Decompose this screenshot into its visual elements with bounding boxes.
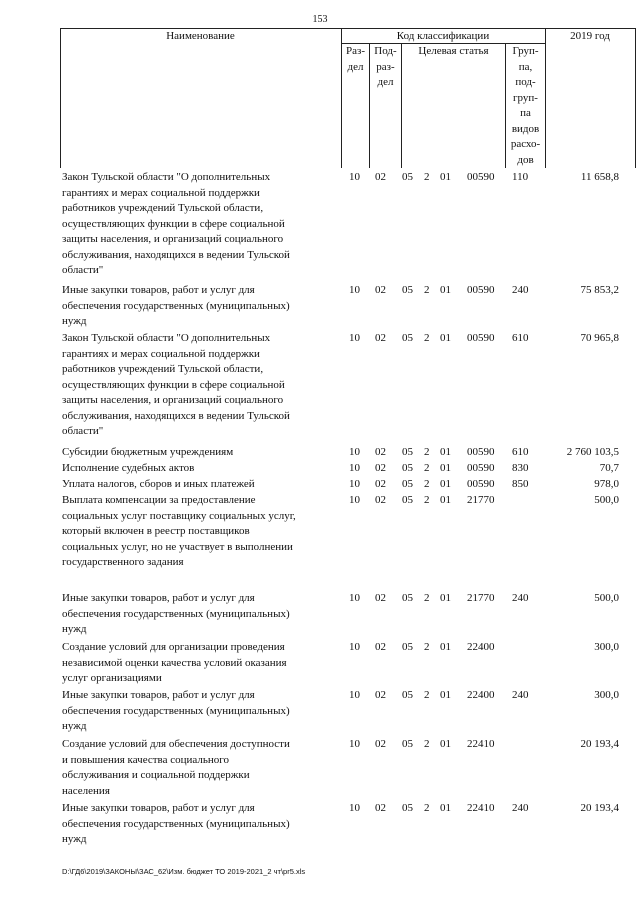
row-razdel: 10 — [349, 462, 360, 474]
row-cs-event: 01 — [440, 284, 451, 296]
row-cs-direction: 00590 — [467, 332, 495, 344]
row-vr: 240 — [512, 592, 529, 604]
row-amount: 70,7 — [599, 462, 619, 474]
row-amount: 75 853,2 — [580, 284, 619, 296]
row-amount: 300,0 — [594, 641, 619, 653]
row-razdel: 10 — [349, 446, 360, 458]
row-cs-event: 01 — [440, 462, 451, 474]
row-name: Иные закупки товаров, работ и услуг для обеспечения государственных (муниципальных) нужд — [62, 802, 290, 845]
row-cs-event: 01 — [440, 332, 451, 344]
row-podrazdel: 02 — [375, 332, 386, 344]
row-vr: 830 — [512, 462, 529, 474]
row-name: Иные закупки товаров, работ и услуг для обеспечения государственных (муниципальных) нужд — [62, 689, 290, 732]
row-cs-direction: 00590 — [467, 171, 495, 183]
row-vr: 240 — [512, 284, 529, 296]
row-cs-program: 05 — [402, 171, 413, 183]
header-year: 2019 год — [570, 30, 610, 42]
row-podrazdel: 02 — [375, 802, 386, 814]
row-razdel: 10 — [349, 478, 360, 490]
row-podrazdel: 02 — [375, 446, 386, 458]
row-cs-direction: 22410 — [467, 802, 495, 814]
row-cs-program: 05 — [402, 494, 413, 506]
row-razdel: 10 — [349, 332, 360, 344]
row-podrazdel: 02 — [375, 171, 386, 183]
row-cs-event: 01 — [440, 802, 451, 814]
row-podrazdel: 02 — [375, 738, 386, 750]
row-cs-direction: 00590 — [467, 446, 495, 458]
row-amount: 20 193,4 — [580, 738, 619, 750]
file-path-footer: D:\ГД6\2019\ЗАКОНЫ\ЗАС_62\Изм. бюджет ТО 2019-2021_2 чт\pr5.xls — [62, 867, 306, 876]
row-vr: 110 — [512, 171, 529, 183]
row-name: Исполнение судебных актов — [62, 462, 195, 474]
row-cs-subprogram: 2 — [424, 592, 430, 604]
row-podrazdel: 02 — [375, 478, 386, 490]
row-cs-program: 05 — [402, 478, 413, 490]
row-vr: 850 — [512, 478, 529, 490]
row-razdel: 10 — [349, 592, 360, 604]
row-podrazdel: 02 — [375, 689, 386, 701]
row-razdel: 10 — [349, 689, 360, 701]
row-cs-direction: 00590 — [467, 462, 495, 474]
row-cs-direction: 21770 — [467, 494, 495, 506]
header-razdel: Раз- дел — [345, 45, 365, 73]
row-name: Создание условий для обеспечения доступности и повышения качества социального обслуживания и социальной поддержки населения — [62, 738, 290, 797]
row-razdel: 10 — [349, 494, 360, 506]
row-amount: 20 193,4 — [580, 802, 619, 814]
row-cs-event: 01 — [440, 494, 451, 506]
row-razdel: 10 — [349, 171, 360, 183]
row-cs-event: 01 — [440, 592, 451, 604]
row-cs-event: 01 — [440, 171, 451, 183]
row-razdel: 10 — [349, 738, 360, 750]
row-cs-direction: 00590 — [467, 478, 495, 490]
row-amount: 300,0 — [594, 689, 619, 701]
row-cs-subprogram: 2 — [424, 462, 430, 474]
row-cs-program: 05 — [402, 284, 413, 296]
row-cs-subprogram: 2 — [424, 641, 430, 653]
row-cs-program: 05 — [402, 332, 413, 344]
row-cs-subprogram: 2 — [424, 478, 430, 490]
row-amount: 70 965,8 — [580, 332, 619, 344]
row-name: Закон Тульской области "О дополнительных гарантиях и мерах социальной поддержки работников учреждений Тульской области, осуществляющих функции в сфере социальной защиты населения, и организаций социального обслуживания, находящихся в ведении Тульской области" — [62, 171, 290, 276]
row-cs-subprogram: 2 — [424, 446, 430, 458]
row-razdel: 10 — [349, 802, 360, 814]
row-amount: 500,0 — [594, 592, 619, 604]
row-cs-subprogram: 2 — [424, 689, 430, 701]
row-cs-subprogram: 2 — [424, 332, 430, 344]
row-cs-event: 01 — [440, 478, 451, 490]
row-cs-direction: 22410 — [467, 738, 495, 750]
row-podrazdel: 02 — [375, 462, 386, 474]
row-amount: 500,0 — [594, 494, 619, 506]
page-number: 153 — [312, 14, 328, 25]
row-cs-event: 01 — [440, 446, 451, 458]
row-cs-subprogram: 2 — [424, 802, 430, 814]
row-cs-subprogram: 2 — [424, 284, 430, 296]
row-cs-direction: 22400 — [467, 689, 495, 701]
row-name: Выплата компенсации за предоставление социальных услуг поставщику социальных услуг, который включен в реестр поставщиков социальных услуг, но не участвует в выполнении государственного задания — [62, 494, 296, 568]
header-name: Наименование — [166, 30, 235, 42]
row-vr: 240 — [512, 802, 529, 814]
row-podrazdel: 02 — [375, 592, 386, 604]
row-amount: 2 760 103,5 — [566, 446, 619, 458]
header-podrazdel: Под- раз- дел — [374, 45, 397, 88]
row-cs-program: 05 — [402, 641, 413, 653]
row-cs-event: 01 — [440, 641, 451, 653]
row-cs-direction: 00590 — [467, 284, 495, 296]
row-cs-program: 05 — [402, 738, 413, 750]
row-podrazdel: 02 — [375, 641, 386, 653]
row-amount: 978,0 — [594, 478, 619, 490]
row-podrazdel: 02 — [375, 284, 386, 296]
row-name: Создание условий для организации проведения независимой оценки качества условий оказания услуг организациями — [62, 641, 287, 684]
row-razdel: 10 — [349, 284, 360, 296]
header-code-group: Код классификации — [396, 30, 490, 42]
row-name: Субсидии бюджетным учреждениям — [62, 446, 234, 458]
row-cs-subprogram: 2 — [424, 494, 430, 506]
row-vr: 610 — [512, 332, 529, 344]
row-podrazdel: 02 — [375, 494, 386, 506]
row-amount: 11 658,8 — [580, 171, 619, 183]
row-vr: 610 — [512, 446, 529, 458]
row-name: Закон Тульской области "О дополнительных гарантиях и мерах социальной поддержки работников учреждений Тульской области, осуществляющих функции в сфере социальной защиты населения, и организаций социального обслуживания, находящихся в ведении Тульской области" — [62, 332, 290, 437]
row-cs-direction: 22400 — [467, 641, 495, 653]
row-razdel: 10 — [349, 641, 360, 653]
header-target-article: Целевая статья — [418, 45, 489, 57]
row-cs-program: 05 — [402, 592, 413, 604]
row-vr: 240 — [512, 689, 529, 701]
row-cs-event: 01 — [440, 689, 451, 701]
row-cs-program: 05 — [402, 446, 413, 458]
row-name: Иные закупки товаров, работ и услуг для обеспечения государственных (муниципальных) нужд — [62, 592, 290, 635]
row-cs-program: 05 — [402, 689, 413, 701]
row-cs-event: 01 — [440, 738, 451, 750]
row-name: Уплата налогов, сборов и иных платежей — [62, 478, 255, 490]
row-cs-program: 05 — [402, 802, 413, 814]
row-cs-subprogram: 2 — [424, 738, 430, 750]
row-cs-program: 05 — [402, 462, 413, 474]
header-group: Груп- па, под- груп- па видов расхо- дов — [510, 45, 541, 166]
row-cs-direction: 21770 — [467, 592, 495, 604]
row-cs-subprogram: 2 — [424, 171, 430, 183]
row-name: Иные закупки товаров, работ и услуг для обеспечения государственных (муниципальных) нужд — [62, 284, 290, 327]
